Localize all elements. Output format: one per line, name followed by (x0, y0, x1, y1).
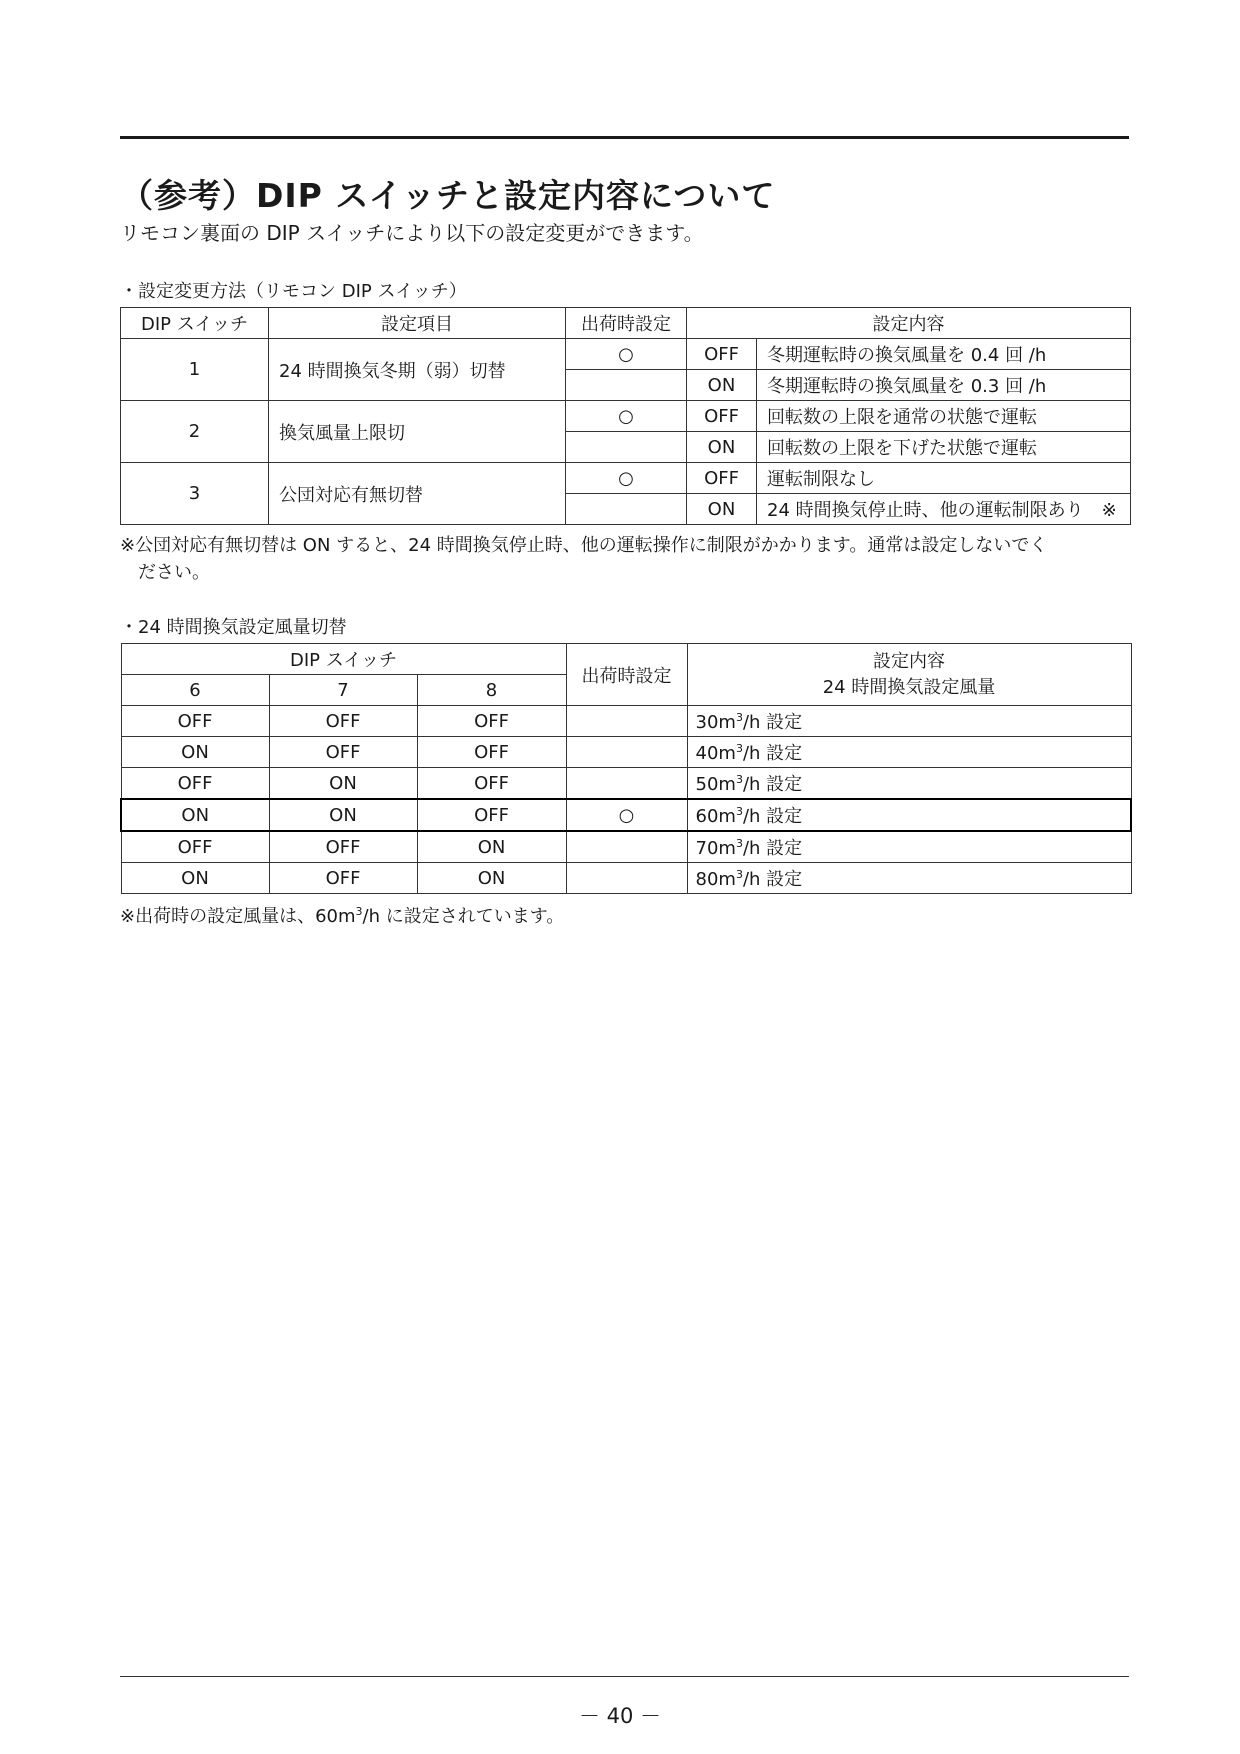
page-subtitle: リモコン裏面の DIP スイッチにより以下の設定変更ができます。 (120, 221, 704, 245)
state-label: ON (687, 432, 757, 463)
setting-content: 回転数の上限を通常の状態で運転 (757, 401, 1131, 432)
unit-superscript: 3 (735, 742, 743, 755)
switch-6-state: OFF (121, 706, 269, 737)
state-label: OFF (687, 339, 757, 370)
factory-mark: ○ (566, 339, 687, 370)
unit-superscript: 3 (735, 773, 743, 786)
header-content: 設定内容 (687, 308, 1131, 339)
unit-superscript: 3 (735, 711, 743, 724)
note-line: ※公団対応有無切替は ON すると、24 時間換気停止時、他の運転操作に制限がかかります。通常は設定しないでく (120, 535, 1048, 556)
unit-superscript: 3 (735, 837, 743, 850)
switch-6-state: ON (121, 737, 269, 768)
state-label: OFF (687, 463, 757, 494)
airflow-setting (687, 768, 1131, 800)
note-line: ださい。 (138, 562, 210, 583)
factory-mark (566, 706, 687, 737)
header-content (687, 644, 1131, 706)
header-factory: 出荷時設定 (566, 644, 687, 706)
header-switch-7: 7 (269, 675, 417, 706)
table-row (121, 768, 1131, 800)
switch-8-state: ON (417, 831, 566, 863)
setting-item: 公団対応有無切替 (269, 463, 566, 525)
header-item: 設定項目 (269, 308, 566, 339)
setting-content: 回転数の上限を下げた状態で運転 (757, 432, 1131, 463)
header-dip: DIP スイッチ (121, 644, 566, 675)
table-row (121, 863, 1131, 894)
note-suffix: /h に設定されています。 (362, 906, 565, 927)
airflow-unit: /h 設定 (742, 869, 803, 890)
airflow-settings-table (120, 643, 1132, 894)
factory-mark: ○ (566, 799, 687, 831)
dip-number: 2 (121, 401, 269, 463)
table-row (121, 831, 1131, 863)
factory-mark (566, 863, 687, 894)
switch-7-state: OFF (269, 706, 417, 737)
switch-8-state: OFF (417, 706, 566, 737)
airflow-unit: /h 設定 (742, 712, 803, 733)
switch-7-state: ON (269, 799, 417, 831)
table-row (121, 706, 1131, 737)
state-label: ON (687, 370, 757, 401)
section1-note (120, 532, 1135, 586)
factory-mark: ○ (566, 463, 687, 494)
unit-superscript: 3 (735, 805, 743, 818)
airflow-setting (687, 799, 1131, 831)
airflow-value: 80m (695, 869, 736, 890)
switch-8-state: OFF (417, 737, 566, 768)
table-row (121, 339, 1131, 370)
setting-content: 冬期運転時の換気風量を 0.4 回 /h (757, 339, 1131, 370)
table-row-factory-default (121, 799, 1131, 831)
note-prefix: ※出荷時の設定風量は、60m (120, 906, 356, 927)
switch-6-state: ON (121, 799, 269, 831)
factory-mark (566, 432, 687, 463)
unit-superscript: 3 (355, 905, 363, 918)
section2-label: ・24 時間換気設定風量切替 (120, 617, 347, 638)
state-label: OFF (687, 401, 757, 432)
setting-content: 24 時間換気停止時、他の運転制限あり ※ (757, 494, 1131, 525)
airflow-unit: /h 設定 (742, 743, 803, 764)
airflow-setting (687, 706, 1131, 737)
setting-item: 24 時間換気冬期（弱）切替 (269, 339, 566, 401)
factory-mark (566, 737, 687, 768)
factory-mark (566, 370, 687, 401)
airflow-value: 30m (695, 712, 736, 733)
airflow-setting (687, 737, 1131, 768)
state-label: ON (687, 494, 757, 525)
table-header-row (121, 308, 1131, 339)
airflow-unit: /h 設定 (742, 838, 803, 859)
header-dip: DIP スイッチ (121, 308, 269, 339)
header-factory: 出荷時設定 (566, 308, 687, 339)
unit-superscript: 3 (735, 868, 743, 881)
factory-mark (566, 768, 687, 800)
dip-number: 3 (121, 463, 269, 525)
bottom-rule (120, 1676, 1129, 1677)
dip-settings-table (120, 307, 1131, 525)
airflow-value: 50m (695, 774, 736, 795)
page-title: （参考）DIP スイッチと設定内容について (120, 176, 776, 215)
top-rule (120, 136, 1129, 139)
dip-number: 1 (121, 339, 269, 401)
header-switch-6: 6 (121, 675, 269, 706)
switch-7-state: OFF (269, 737, 417, 768)
airflow-value: 40m (695, 743, 736, 764)
table-row (121, 463, 1131, 494)
switch-8-state: ON (417, 863, 566, 894)
setting-item: 換気風量上限切 (269, 401, 566, 463)
setting-content: 冬期運転時の換気風量を 0.3 回 /h (757, 370, 1131, 401)
section2-note (120, 898, 564, 930)
switch-8-state: OFF (417, 768, 566, 800)
switch-6-state: OFF (121, 831, 269, 863)
setting-content: 運転制限なし (757, 463, 1131, 494)
header-switch-8: 8 (417, 675, 566, 706)
header-content-line2: 24 時間換気設定風量 (822, 676, 996, 698)
airflow-value: 60m (695, 806, 736, 827)
page-number: － 40 － (578, 1704, 662, 1728)
switch-7-state: OFF (269, 831, 417, 863)
airflow-value: 70m (695, 838, 736, 859)
switch-7-state: ON (269, 768, 417, 800)
switch-6-state: ON (121, 863, 269, 894)
table-row (121, 401, 1131, 432)
table-row (121, 737, 1131, 768)
airflow-setting (687, 863, 1131, 894)
section1-label: ・設定変更方法（リモコン DIP スイッチ） (120, 281, 467, 302)
factory-mark (566, 831, 687, 863)
factory-mark (566, 494, 687, 525)
airflow-setting (687, 831, 1131, 863)
switch-8-state: OFF (417, 799, 566, 831)
table-header-row (121, 644, 1131, 675)
switch-7-state: OFF (269, 863, 417, 894)
airflow-unit: /h 設定 (742, 806, 803, 827)
airflow-unit: /h 設定 (742, 774, 803, 795)
switch-6-state: OFF (121, 768, 269, 800)
header-content-line1: 設定内容 (873, 650, 946, 672)
factory-mark: ○ (566, 401, 687, 432)
